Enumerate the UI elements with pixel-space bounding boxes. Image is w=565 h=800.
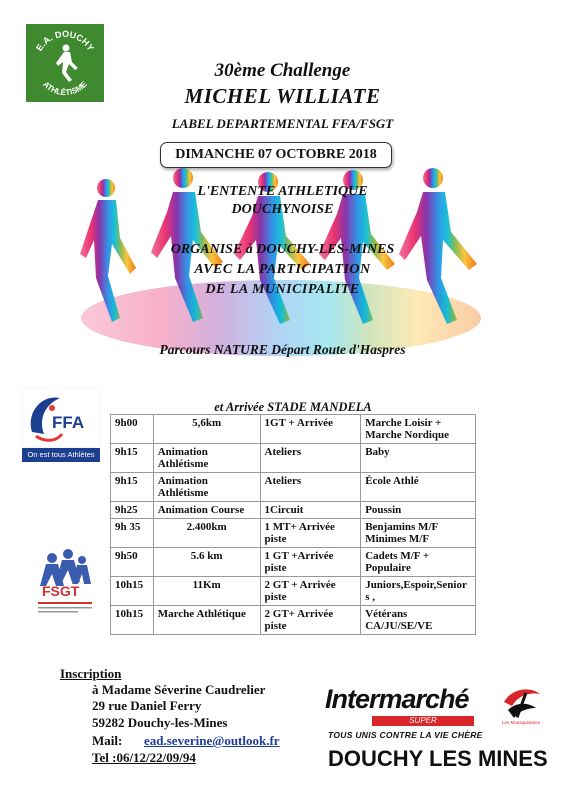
- schedule-row: [111, 473, 476, 502]
- schedule-circuit: 1GT + Arrivée: [260, 415, 361, 444]
- schedule-category: Marche Loisir + Marche Nordique: [361, 415, 476, 444]
- schedule-category: Poussin: [361, 502, 476, 519]
- schedule-category: École Athlé: [361, 473, 476, 502]
- course-description: Parcours NATURE Départ Route d'Haspres: [159, 342, 406, 357]
- schedule-circuit: 1Circuit: [260, 502, 361, 519]
- schedule-category: Cadets M/F + Populaire: [361, 548, 476, 577]
- schedule-category: Baby: [361, 444, 476, 473]
- inscription-street: 29 rue Daniel Ferry: [92, 698, 202, 713]
- ffa-logo-text: FFA: [52, 413, 85, 432]
- club-logo-top-text: E.A. DOUCHY: [34, 28, 96, 53]
- event-date: DIMANCHE 07 OCTOBRE 2018: [160, 142, 392, 168]
- inscription-city: 59282 Douchy-les-Mines: [92, 715, 228, 730]
- schedule-row: [111, 548, 476, 577]
- schedule-time: 10h15: [111, 577, 154, 606]
- banner-line-3: ORGANISE à DOUCHY-LES-MINES: [170, 242, 395, 257]
- fsgt-logo-text: FSGT: [42, 583, 80, 599]
- schedule-row: [111, 606, 476, 635]
- event-edition: 30ème Challenge: [214, 60, 351, 81]
- schedule-distance: Animation Athlétisme: [153, 444, 260, 473]
- schedule-distance: Animation Athlétisme: [153, 473, 260, 502]
- schedule-row: [111, 577, 476, 606]
- schedule-row: [111, 444, 476, 473]
- sponsor-town: DOUCHY LES MINES: [328, 746, 548, 771]
- ffa-slogan: On est tous Athlètes: [22, 448, 100, 462]
- schedule-category: Benjamins M/F Minimes M/F: [361, 519, 476, 548]
- banner-line-1: L'ENTENTE ATHLETIQUE: [197, 184, 368, 199]
- schedule-circuit: Ateliers: [260, 444, 361, 473]
- schedule-row: [111, 519, 476, 548]
- sponsor-bar: SUPER: [372, 716, 474, 726]
- inscription-phone: Tel :06/12/22/09/94: [92, 750, 196, 765]
- inscription-title: Inscription: [60, 666, 122, 681]
- schedule-time: 9h15: [111, 444, 154, 473]
- schedule-row: [111, 415, 476, 444]
- mousquetaires-caption: Les Mousquetaires: [501, 720, 541, 725]
- schedule-distance: 5.6 km: [153, 548, 260, 577]
- schedule-distance: 5,6km: [153, 415, 260, 444]
- banner-line-5: DE LA MUNICIPALITE: [205, 282, 360, 297]
- schedule-category: Juniors,Espoir,Senior s ,: [361, 577, 476, 606]
- schedule-category: Vétérans CA/JU/SE/VE: [361, 606, 476, 635]
- schedule-time: 9h00: [111, 415, 154, 444]
- schedule-body: [111, 415, 476, 635]
- event-name: MICHEL WILLIATE: [184, 84, 381, 108]
- sponsor-wordmark: Intermarché: [325, 684, 469, 714]
- event-label: LABEL DEPARTEMENTAL FFA/FSGT: [171, 116, 394, 131]
- schedule-table: [110, 414, 476, 635]
- schedule-circuit: 2 GT + Arrivée piste: [260, 577, 361, 606]
- inscription-contact-name: à Madame Séverine Caudrelier: [92, 682, 266, 697]
- schedule-distance: 11Km: [153, 577, 260, 606]
- banner-line-2: DOUCHYNOISE: [231, 202, 334, 217]
- schedule-row: [111, 502, 476, 519]
- mousquetaires-logo: [498, 680, 544, 726]
- mousquetaires-emblem-icon: [498, 680, 544, 726]
- fsgt-logo: [34, 540, 96, 620]
- schedule-time: 10h15: [111, 606, 154, 635]
- schedule-circuit: 1 MT+ Arrivée piste: [260, 519, 361, 548]
- inscription-mail-link[interactable]: ead.severine@outlook.fr: [144, 733, 280, 748]
- schedule-time: 9h50: [111, 548, 154, 577]
- schedule-distance: Animation Course: [153, 502, 260, 519]
- fsgt-logo-graphic: [34, 540, 96, 620]
- club-logo-bottom-text: ATHLÉTISME: [41, 79, 89, 98]
- schedule-time: 9h25: [111, 502, 154, 519]
- schedule-time: 9h 35: [111, 519, 154, 548]
- schedule-time: 9h15: [111, 473, 154, 502]
- schedule-distance: Marche Athlétique: [153, 606, 260, 635]
- schedule-circuit: 2 GT+ Arrivée piste: [260, 606, 361, 635]
- sponsor-tagline: TOUS UNIS CONTRE LA VIE CHÈRE: [328, 730, 483, 740]
- schedule-circuit: Ateliers: [260, 473, 361, 502]
- banner-line-4: AVEC LA PARTICIPATION: [194, 262, 371, 277]
- schedule-circuit: 1 GT +Arrivée piste: [260, 548, 361, 577]
- arrival-location: et Arrivée STADE MANDELA: [214, 400, 372, 414]
- inscription-mail-label: Mail:: [92, 733, 123, 748]
- schedule-distance: 2.400km: [153, 519, 260, 548]
